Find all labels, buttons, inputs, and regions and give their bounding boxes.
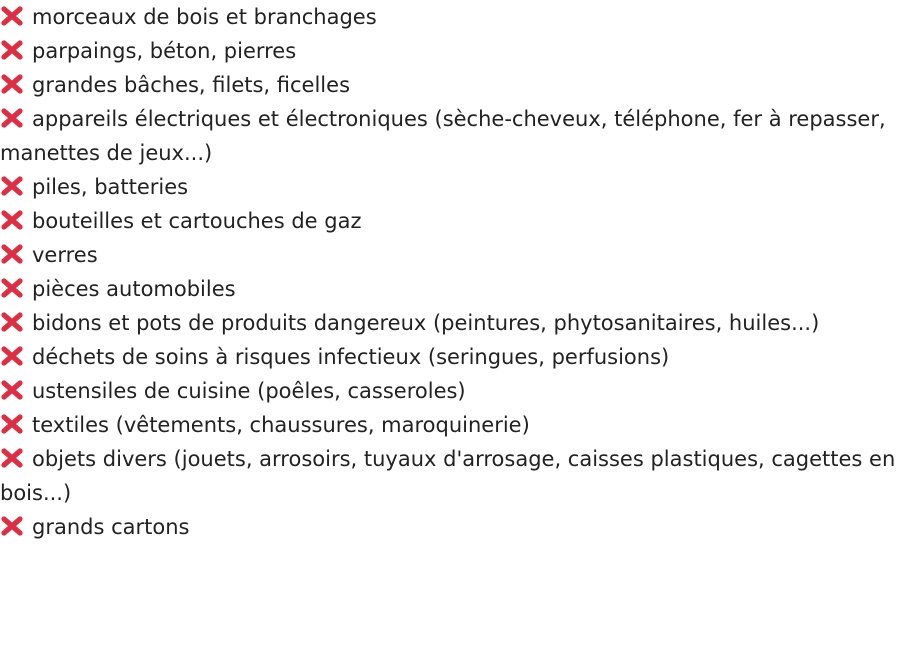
list-item (0, 306, 900, 340)
cross-mark-icon (0, 412, 24, 436)
item-text: piles, batteries (32, 175, 189, 199)
item-text: grands cartons (32, 515, 190, 539)
list-item (0, 68, 900, 102)
cross-mark-icon (0, 4, 24, 28)
item-text: grandes bâches, filets, ficelles (32, 73, 351, 97)
cross-mark-icon (0, 242, 24, 266)
item-text: déchets de soins à risques infectieux (seringues, perfusions) (32, 345, 670, 369)
list-item (0, 170, 900, 204)
cross-mark-icon (0, 72, 24, 96)
list-item (0, 34, 900, 68)
cross-mark-icon (0, 276, 24, 300)
item-text: textiles (vêtements, chaussures, maroquinerie) (32, 413, 530, 437)
list-item (0, 340, 900, 374)
list-item (0, 272, 900, 306)
cross-mark-icon (0, 208, 24, 232)
cross-mark-icon (0, 344, 24, 368)
cross-mark-icon (0, 514, 24, 538)
list-item (0, 204, 900, 238)
list-item (0, 510, 900, 544)
list-item (0, 0, 900, 34)
cross-mark-icon (0, 378, 24, 402)
item-text: verres (32, 243, 98, 267)
item-text: pièces automobiles (32, 277, 236, 301)
cross-mark-icon (0, 310, 24, 334)
cross-mark-icon (0, 38, 24, 62)
list-item (0, 374, 900, 408)
list-item (0, 238, 900, 272)
item-text: morceaux de bois et branchages (32, 5, 377, 29)
cross-mark-icon (0, 106, 24, 130)
item-text: bouteilles et cartouches de gaz (32, 209, 362, 233)
item-text: parpaings, béton, pierres (32, 39, 297, 63)
item-text: objets divers (jouets, arrosoirs, tuyaux d'arrosage, caisses plastiques, cagettes en bois...) (0, 447, 896, 505)
item-text: ustensiles de cuisine (poêles, casseroles) (32, 379, 466, 403)
list-item (0, 408, 900, 442)
list-item (0, 102, 900, 170)
list-item (0, 442, 900, 510)
item-text: bidons et pots de produits dangereux (peintures, phytosanitaires, huiles...) (32, 311, 820, 335)
item-text: appareils électriques et électroniques (sèche-cheveux, téléphone, fer à repasser, manettes de jeux...) (0, 107, 886, 165)
cross-mark-icon (0, 174, 24, 198)
cross-mark-icon (0, 446, 24, 470)
